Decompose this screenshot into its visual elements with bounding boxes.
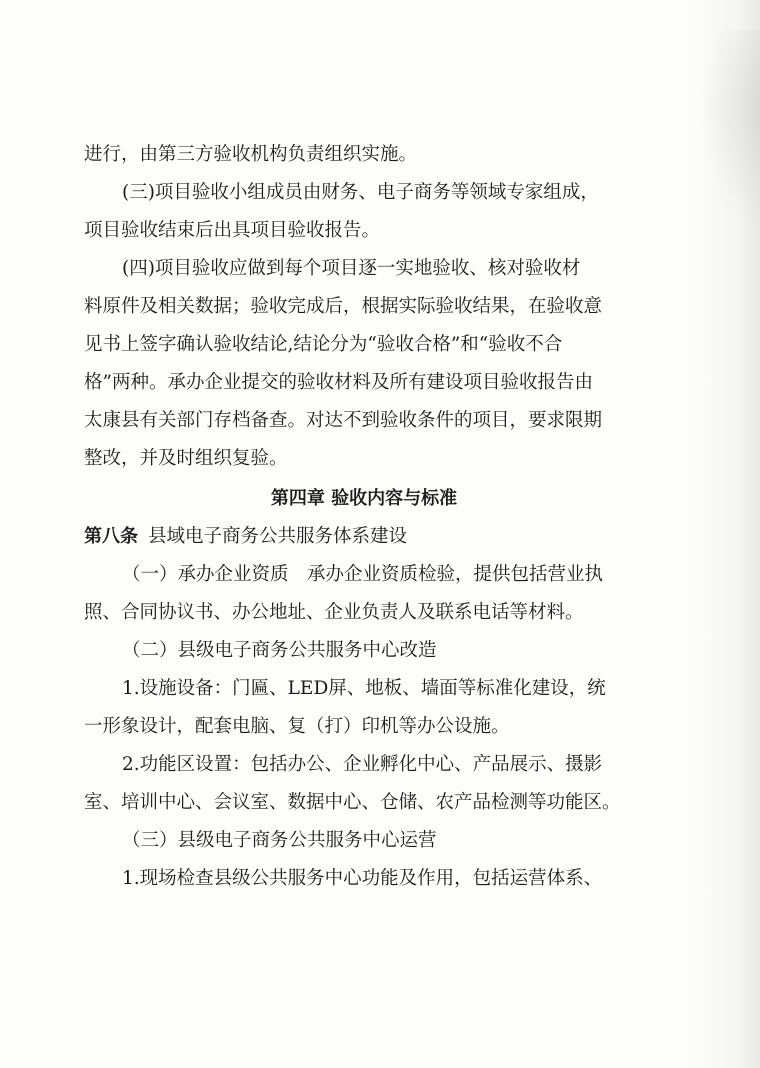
article-heading — [84, 518, 644, 556]
scan-edge-shadow-top — [700, 30, 760, 230]
paragraph-line: 整改，并及时组织复验。 — [84, 448, 288, 469]
paragraph-line: 见书上签字确认验收结论,结论分为“验收合格”和“验收不合 — [84, 334, 563, 355]
article-number: 第八条 — [84, 526, 138, 547]
list-item-line: 2.功能区设置：包括办公、企业孵化中心、产品展示、摄影 — [122, 754, 603, 775]
article-title: 县域电子商务公共服务体系建设 — [148, 526, 408, 547]
list-item-line: 1.现场检查县级公共服务中心功能及作用，包括运营体系、 — [122, 868, 603, 889]
paragraph-line: 格”两种。承办企业提交的验收材料及所有建设项目验收报告由 — [84, 372, 593, 393]
section-heading: （二）县级电子商务公共服务中心改造 — [122, 640, 437, 661]
paragraph-line: 进行，由第三方验收机构负责组织实施。 — [84, 144, 418, 165]
section-line: 照、合同协议书、办公地址、企业负责人及联系电话等材料。 — [84, 602, 584, 623]
section-heading: （三）县级电子商务公共服务中心运营 — [122, 830, 437, 851]
paragraph-line: 项目验收结束后出具项目验收报告。 — [84, 220, 381, 241]
paragraph-line: 料原件及相关数据；验收完成后，根据实际验收结果，在验收意 — [84, 296, 603, 317]
list-item-line: 室、培训中心、会议室、数据中心、仓储、农产品检测等功能区。 — [84, 792, 621, 813]
paragraph-line: (三)项目验收小组成员由财务、电子商务等领域专家组成， — [122, 182, 599, 203]
paragraph-line: (四)项目验收应做到每个项目逐一实地验收、核对验收材 — [122, 258, 581, 279]
list-item-line: 一形象设计，配套电脑、复（打）印机等办公设施。 — [84, 716, 510, 737]
paragraph-line: 太康县有关部门存档备查。对达不到验收条件的项目，要求限期 — [84, 410, 603, 431]
document-body — [84, 136, 644, 898]
section-line: （一）承办企业资质 承办企业资质检验，提供包括营业执 — [122, 564, 604, 585]
list-item-line: 1.设施设备：门匾、LED屏、地板、墙面等标准化建设，统 — [122, 678, 606, 699]
chapter-heading: 第四章 验收内容与标准 — [270, 488, 458, 509]
